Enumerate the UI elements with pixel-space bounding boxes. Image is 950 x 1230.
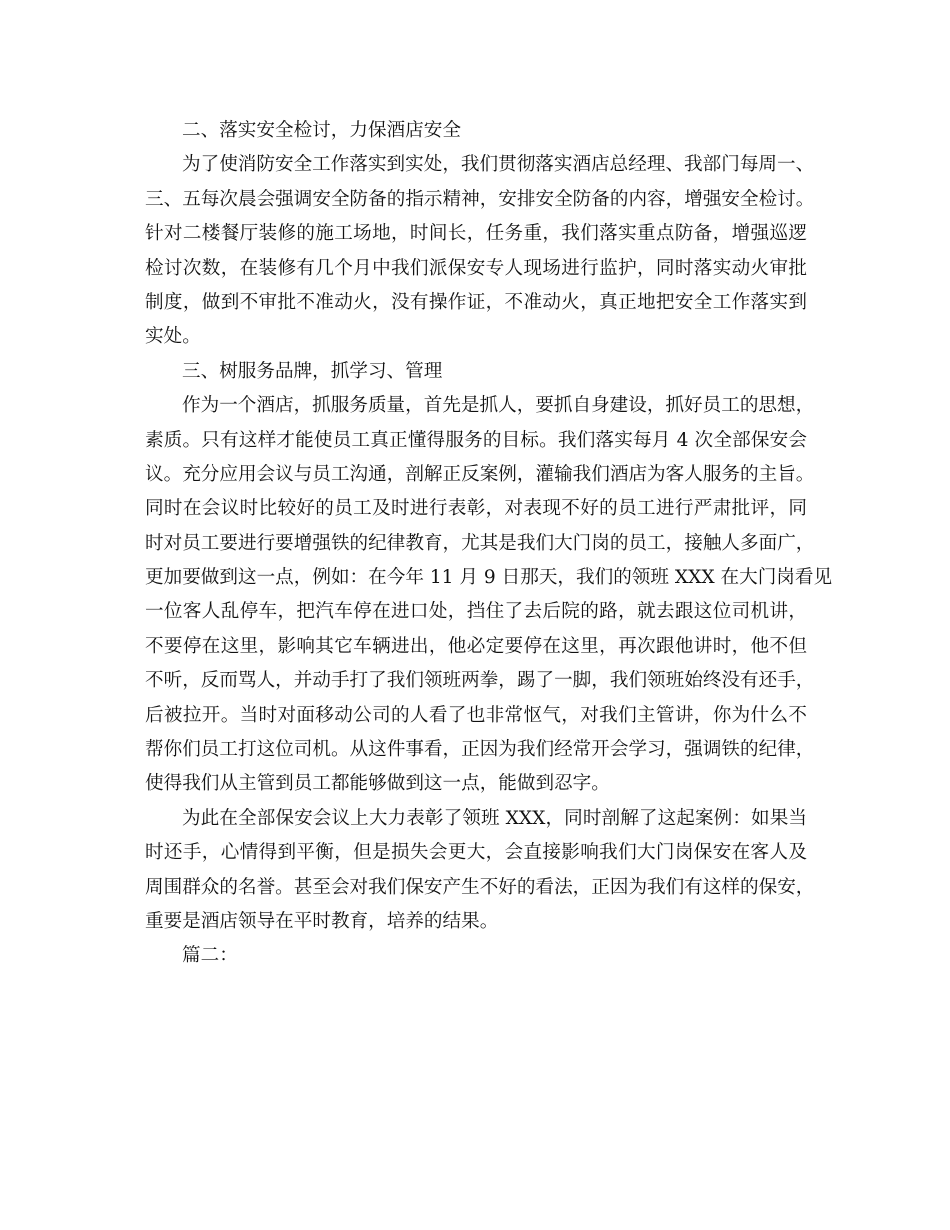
paragraph-line: 素质。只有这样才能使员工真正懂得服务的目标。我们落实每月 4 次全部保安会	[145, 429, 807, 451]
document-body	[145, 114, 833, 974]
paragraph-line: 使得我们从主管到员工都能够做到这一点，能做到忍字。	[145, 773, 610, 795]
paragraph-line: 时对员工要进行要增强铁的纪律教育，尤其是我们大门岗的员工，接触人多面广，	[145, 532, 815, 554]
paragraph-line: 不要停在这里，影响其它车辆进出，他必定要停在这里，再次跟他讲时，他不但	[145, 635, 807, 657]
paragraph-line: 更加要做到这一点，例如：在今年 11 月 9 日那天，我们的领班 XXX 在大门岗看见	[145, 567, 833, 589]
section-label: 篇二：	[182, 945, 238, 967]
paragraph-line: 不听，反而骂人，并动手打了我们领班两拳，踢了一脚，我们领班始终没有还手，	[145, 670, 815, 692]
paragraph-line: 议。充分应用会议与员工沟通，剖解正反案例，灌输我们酒店为客人服务的主旨。	[145, 463, 815, 485]
paragraph-line: 时还手，心情得到平衡，但是损失会更大，会直接影响我们大门岗保安在客人及	[145, 842, 807, 864]
paragraph-line: 为此在全部保安会议上大力表彰了领班 XXX，同时剖解了这起案例：如果当	[182, 807, 807, 829]
paragraph-service-brand	[145, 389, 833, 802]
paragraph-fire-safety	[145, 148, 815, 354]
paragraph-line: 针对二楼餐厅装修的施工场地，时间长，任务重，我们落实重点防备，增强巡逻	[145, 223, 807, 245]
paragraph-line: 一位客人乱停车，把汽车停在进口处，挡住了去后院的路，就去跟这位司机讲，	[145, 601, 807, 623]
paragraph-line: 检讨次数，在装修有几个月中我们派保安专人现场进行监护，同时落实动火审批	[145, 257, 807, 279]
paragraph-line: 帮你们员工打这位司机。从这件事看，正因为我们经常开会学习，强调铁的纪律，	[145, 739, 815, 761]
paragraph-commendation	[145, 802, 815, 940]
paragraph-line: 三、五每次晨会强调安全防备的指示精神，安排安全防备的内容，增强安全检讨。	[145, 188, 815, 210]
paragraph-line: 为了使消防安全工作落实到实处，我们贯彻落实酒店总经理、我部门每周一、	[182, 154, 815, 176]
section-heading-2: 二、落实安全检讨，力保酒店安全	[182, 120, 461, 141]
section-heading-3: 三、树服务品牌，抓学习、管理	[182, 360, 443, 382]
paragraph-line: 周围群众的名誉。甚至会对我们保安产生不好的看法，正因为我们有这样的保安，	[145, 876, 815, 898]
paragraph-line: 后被拉开。当时对面移动公司的人看了也非常怄气，对我们主管讲，你为什么不	[145, 704, 807, 726]
paragraph-line: 作为一个酒店，抓服务质量，首先是抓人，要抓自身建设，抓好员工的思想，	[182, 395, 815, 417]
paragraph-line: 制度，做到不审批不准动火，没有操作证，不准动火，真正地把安全工作落实到	[145, 291, 807, 313]
paragraph-line: 同时在会议时比较好的员工及时进行表彰，对表现不好的员工进行严肃批评，同	[145, 498, 807, 520]
paragraph-line: 重要是酒店领导在平时教育，培养的结果。	[145, 910, 499, 932]
paragraph-line: 实处。	[145, 326, 201, 348]
